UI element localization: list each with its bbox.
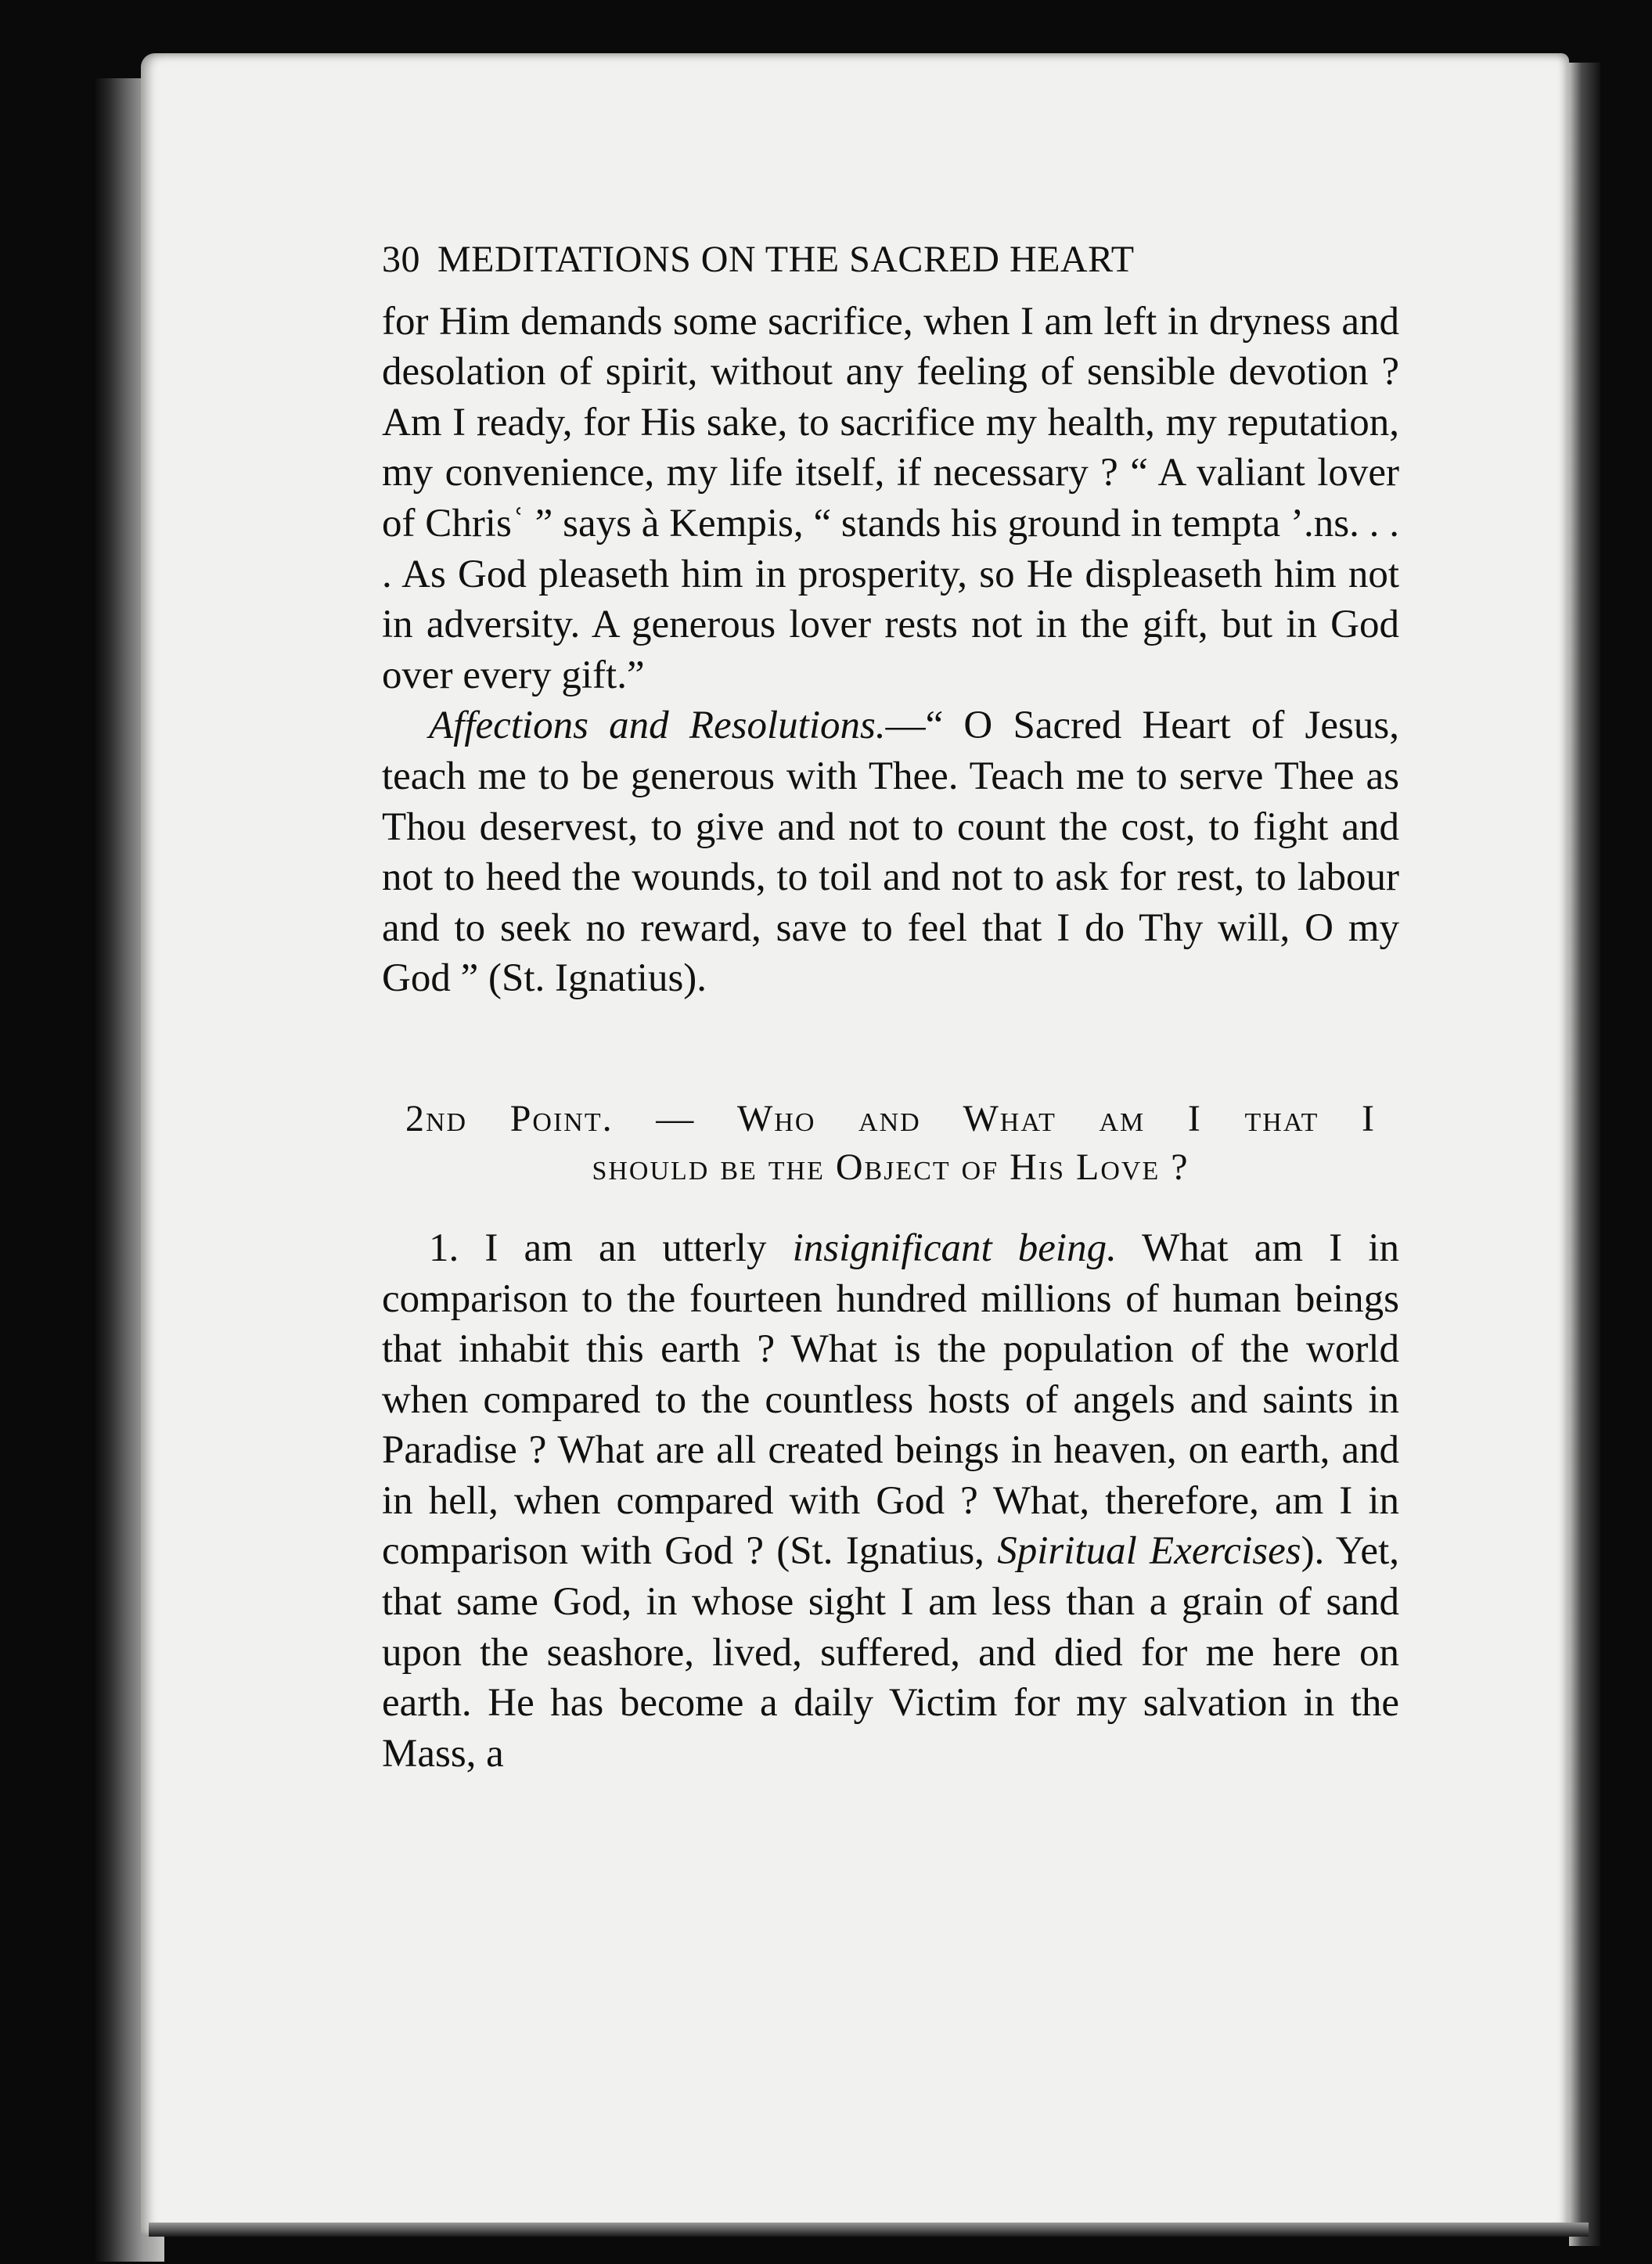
- affections-label: Affections and Resolutions.: [429, 704, 886, 748]
- second-point-heading: [382, 1095, 1399, 1192]
- paragraph-point-one: [382, 1223, 1399, 1780]
- point-one-emphasis: insignificant being.: [792, 1226, 1117, 1270]
- point-one-end: ). Yet, that same God, in whose sight I am less than a grain of sand upon the seashore, lived, suffered, and died for me here on earth. He has become a daily Victim for my salvation in the Mass, a: [382, 1529, 1399, 1776]
- point-one-citation: Spiritual Exercises: [997, 1529, 1301, 1574]
- page-text: [382, 235, 1399, 1779]
- book-title: MEDITATIONS ON THE SACRED HEART: [437, 239, 1135, 280]
- running-head: [382, 235, 1399, 286]
- affections-text: —“ O Sacred Heart of Jesus, teach me to be generous with Thee. Teach me to serve Thee as Thou deservest, to give and not to count the cost, to fight and not to heed the wounds, to toil and not to ask for rest, to labour and to seek no reward, save to feel that I do Thy will, O my God ” (St. Ignatius).: [382, 704, 1399, 1001]
- right-page-edge: [1569, 63, 1600, 2246]
- paragraph-affections: [382, 700, 1399, 1004]
- page-number: 30: [382, 239, 420, 280]
- heading-line-1: 2nd Point. — Who and What am I that I: [405, 1097, 1376, 1139]
- point-one-start: 1. I am an utterly: [429, 1226, 793, 1270]
- bottom-page-edge: [149, 2223, 1589, 2237]
- paragraph-continuation: for Him demands some sacrifice, when I am left in dryness and desolation of spirit, without any feeling of sensible devotion ? Am I ready, for His sake, to sacrifice my health, my reputation, my convenience, my life itself, if necessary ? “ A valiant lover of Chrisʿ ” says à Kempis, “ stands his ground in tempta ’.ns. . . . As God pleaseth him in prosperity, so He displeaseth him not in adversity. A generous lover rests not in the gift, but in God over every gift.”: [382, 299, 1399, 697]
- point-one-middle: What am I in comparison to the fourteen hundred millions of human beings that inhabit this earth ? What is the population of the world when compared to the countless hosts of angels and saints in Paradise ? What are all created beings in heaven, on earth, and in hell, when compared with God ? What, therefore, am I in comparison with God ? (St. Ignatius,: [382, 1226, 1399, 1574]
- heading-line-2: should be the Object of His Love ?: [592, 1146, 1190, 1188]
